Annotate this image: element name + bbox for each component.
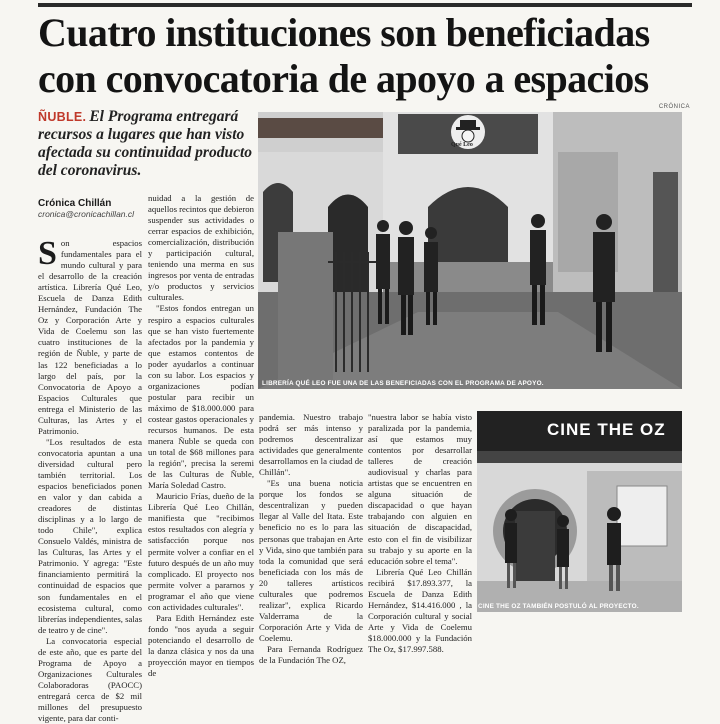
article-paragraph: nuidad a la gestión de aquellos recintos que debieron suspender sus actividades o cerrar espacios de exhibición, comercialización, distribución y participación cultural, teniendo una merma en sus ingresos por venta de entradas y/o productos y servicios culturales. — [148, 193, 254, 303]
article-paragraph: "Los resultados de esta convocatoria apuntan a una diversidad cultural pero también territorial. Los espacios beneficiados ponen en valor y dan cabida a creadores de distintas disciplinas y a lo largo de todo Chile", explica Consuelo Valdés, ministra de las Culturas, las Artes y el Patrimonio. Y agrega: "Este financiamiento permitirá la continuidad de espacios que son fundamentales en el ecosistema cultural, como librerías independientes, salas de teatro y de cine". — [38, 436, 142, 635]
article-paragraph: "Estos fondos entregan un respiro a espacios culturales que se han visto fuertemente afectados por la pandemia y que estamos contentos de poder ayudarlos a continuar con su labor. Los espacios y organizaciones podían postular para recibir un máximo de $18.000.000 para costear gastos operacionales y recursos humanos. De esta manera Ñuble se queda con un total de $68 millones para la región", precisa la seremi de las Culturas de Ñuble, María Soledad Castro. — [148, 303, 254, 491]
photo-libreria-que-leo — [258, 112, 682, 389]
byline-email: cronica@cronicachillan.cl — [38, 209, 135, 219]
photo-1-caption: LIBRERÍA QUÉ LEO FUE UNA DE LAS BENEFICIADAS CON EL PROGRAMA DE APOYO. — [262, 380, 544, 387]
storefront-sign: Qué Leo — [451, 142, 473, 148]
headline-line-1: Cuatro instituciones son beneficiadas — [38, 10, 650, 55]
article-paragraph: Mauricio Frías, dueño de la Librería Qué Leo Chillán, manifiesta que "recibimos estos resultados con alegría y satisfacción porque nos permite volver a confiar en el futuro después de un año muy complicado. El proyecto nos permite volver a pararnos y programar el año que viene con actividades culturales". — [148, 491, 254, 612]
lead-text: El Programa entregará recursos a lugares que han visto afectada su continuidad producto del coronavirus. — [38, 108, 253, 179]
article-paragraph: Para Edith Hernández este fondo "nos ayuda a seguir potenciando el desarrollo de la danza clásica y nos da una proyección mayor en tiempos de — [148, 612, 254, 679]
article-column-3 — [259, 412, 363, 666]
storefront-illustration — [258, 112, 682, 389]
article-paragraph: Son espacios fundamentales para el mundo cultural y para el desarrollo de la creación artística. Librería Qué Leo, Escuela de Danza Edith Hernández, Fundación The Oz y Corporación Arte y Vida de Coelemu son las cuatro instituciones de la región de Ñuble, y parte de las 122 beneficiadas a lo largo del país, por la Convocatoria de Apoyo a Espacios Culturales que entrega el Ministerio de las Culturas, las Artes y el Patrimonio. — [38, 235, 142, 436]
cinema-sign: CINE THE OZ — [547, 420, 666, 439]
article-paragraph: pandemia. Nuestro trabajo podrá ser más intenso y podremos descentralizar actividades que generalmente desarrollamos en la ciudad de Chillán". — [259, 412, 363, 478]
headline — [38, 10, 698, 102]
headline-line-2: con convocatoria de apoyo a espacios — [38, 56, 649, 101]
photo-cine-the-oz — [477, 411, 682, 612]
article-column-4 — [368, 412, 472, 654]
photo-2-caption: CINE THE OZ TAMBIÉN POSTULÓ AL PROYECTO. — [478, 603, 639, 610]
article-column-1 — [38, 235, 142, 724]
article-paragraph: La convocatoria especial de este año, que es parte del Programa de Apoyo a Organizaciones Culturales Colaboradoras (PAOCC) entregará cerca de $2 mil millones del presupuesto vigente, para dar conti- — [38, 635, 142, 724]
article-paragraph: "Es una buena noticia porque los fondos se descentralizan y pueden llegar al Valle del Itata. Este beneficio no es lo para las personas que trabajan en Arte y Vida, sino que también para toda la comunidad que será beneficiada con los más de 20 talleres artísticos culturales que podremos realizar", explica Ricardo Valderrama de la Corporación Arte y Vida de Coelemu. — [259, 478, 363, 643]
lead-paragraph — [38, 108, 252, 180]
article-paragraph: Para Fernanda Rodríguez de la Fundación The OZ, — [259, 643, 363, 666]
photo-credit: CRÓNICA — [658, 104, 690, 110]
article-paragraph: Librería Qué Leo Chillán recibirá $17.893.377, la Escuela de Danza Edith Hernández, $14.416.000 , la Corporación cultural y social Arte y Vida de Coelemu $18.000.000 y la Fundación The Oz, $17.997.588. — [368, 566, 472, 654]
lead-kicker: ÑUBLE. — [38, 110, 87, 124]
drop-cap: S — [38, 235, 57, 272]
top-rule — [38, 3, 692, 7]
article-column-2 — [148, 193, 254, 679]
cinema-illustration — [477, 411, 682, 612]
article-paragraph: "nuestra labor se había visto paralizada por la pandemia, así que estamos muy contentos por desarrollar talleres de creación audiovisual y charlas para artistas que se encuentren en alguna situación de discapacidad o que hayan trabajando con alguien en situación de discapacidad, esto con el fin de visibilizar su trabajo y su aporte en la educación sobre el tema". — [368, 412, 472, 566]
byline-name: Crónica Chillán — [38, 198, 112, 209]
